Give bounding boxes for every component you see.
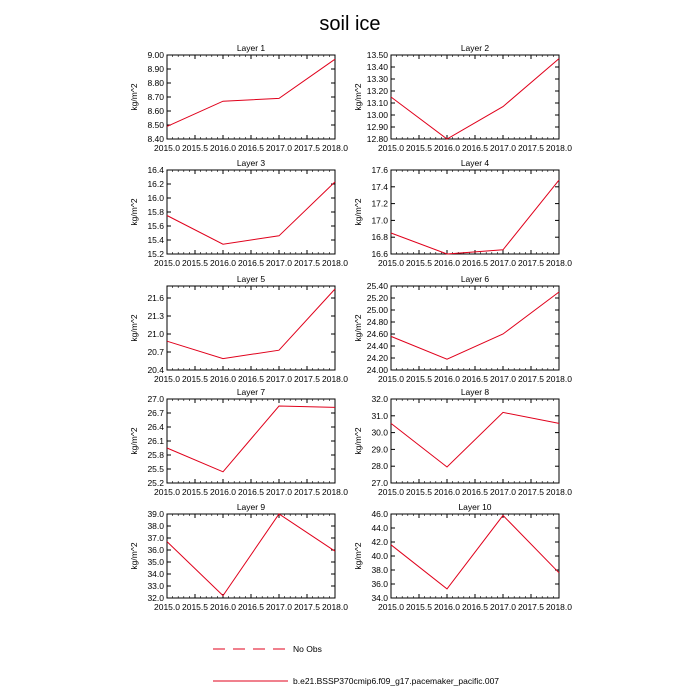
series-line-layer-1 xyxy=(167,59,335,126)
panel-title-layer-9: Layer 9 xyxy=(236,502,266,512)
x-tick-label-layer-3: 2015.0 xyxy=(154,258,180,268)
plot-frame-layer-10 xyxy=(391,514,559,598)
y-tick-label-layer-7: 25.2 xyxy=(147,478,164,488)
plot-frame-layer-6 xyxy=(391,286,559,370)
y-tick-label-layer-6: 25.40 xyxy=(366,281,388,291)
x-tick-label-layer-10: 2017.0 xyxy=(490,602,516,612)
y-tick-label-layer-10: 46.0 xyxy=(371,509,388,519)
x-tick-label-layer-6: 2015.5 xyxy=(406,374,432,384)
y-tick-label-layer-4: 16.6 xyxy=(371,249,388,259)
x-tick-label-layer-9: 2018.0 xyxy=(322,602,348,612)
y-axis-label-layer-6: kg/m^2 xyxy=(353,314,363,342)
series-line-layer-4 xyxy=(391,180,559,254)
y-tick-label-layer-4: 17.2 xyxy=(371,198,388,209)
y-tick-label-layer-2: 13.50 xyxy=(366,50,388,60)
y-tick-label-layer-2: 13.40 xyxy=(366,62,388,72)
y-tick-label-layer-1: 9.00 xyxy=(147,50,164,60)
x-tick-label-layer-10: 2018.0 xyxy=(546,602,572,612)
x-tick-label-layer-7: 2015.5 xyxy=(182,487,208,497)
x-tick-label-layer-5: 2018.0 xyxy=(322,374,348,384)
y-tick-label-layer-8: 28.0 xyxy=(371,461,388,472)
x-tick-label-layer-1: 2016.0 xyxy=(210,143,236,153)
x-tick-label-layer-9: 2017.5 xyxy=(294,602,320,612)
x-tick-label-layer-4: 2015.0 xyxy=(378,258,404,268)
y-tick-label-layer-8: 31.0 xyxy=(371,410,388,421)
x-tick-label-layer-10: 2016.5 xyxy=(462,602,488,612)
y-tick-label-layer-2: 13.30 xyxy=(366,74,388,84)
y-tick-label-layer-6: 25.00 xyxy=(366,305,388,315)
x-tick-label-layer-5: 2015.5 xyxy=(182,374,208,384)
x-tick-label-layer-6: 2016.5 xyxy=(462,374,488,384)
panel-layer-4 xyxy=(353,158,572,268)
x-tick-label-layer-8: 2017.5 xyxy=(518,487,544,497)
panels xyxy=(129,43,572,612)
x-tick-label-layer-1: 2018.0 xyxy=(322,143,348,153)
y-axis-label-layer-8: kg/m^2 xyxy=(353,427,363,455)
y-tick-label-layer-10: 40.0 xyxy=(371,551,388,561)
y-axis-label-layer-10: kg/m^2 xyxy=(353,542,363,570)
x-tick-label-layer-2: 2017.0 xyxy=(490,143,516,153)
panel-layer-5 xyxy=(129,274,348,384)
x-tick-label-layer-1: 2017.0 xyxy=(266,143,292,153)
panel-layer-10 xyxy=(353,502,572,612)
panel-layer-2 xyxy=(353,43,572,153)
legend-label-model-run: b.e21.BSSP370cmip6.f09_g17.pacemaker_pacific.007 xyxy=(293,676,500,686)
y-tick-label-layer-9: 32.0 xyxy=(147,593,164,603)
panel-layer-3 xyxy=(129,158,348,268)
y-tick-label-layer-6: 24.40 xyxy=(366,341,388,351)
x-tick-label-layer-8: 2016.5 xyxy=(462,487,488,497)
y-tick-label-layer-2: 12.90 xyxy=(366,122,388,132)
plot-frame-layer-7 xyxy=(167,399,335,483)
x-tick-label-layer-1: 2015.0 xyxy=(154,143,180,153)
y-tick-label-layer-9: 37.0 xyxy=(147,533,164,543)
x-tick-label-layer-3: 2018.0 xyxy=(322,258,348,268)
x-tick-label-layer-2: 2015.0 xyxy=(378,143,404,153)
series-line-layer-9 xyxy=(167,514,335,596)
x-tick-label-layer-9: 2016.0 xyxy=(210,602,236,612)
y-axis-label-layer-7: kg/m^2 xyxy=(129,427,139,455)
plot-frame-layer-3 xyxy=(167,170,335,254)
x-tick-label-layer-4: 2016.5 xyxy=(462,258,488,268)
y-tick-label-layer-10: 44.0 xyxy=(371,523,388,533)
y-tick-label-layer-8: 27.0 xyxy=(371,478,388,488)
panel-title-layer-10: Layer 10 xyxy=(458,502,492,512)
y-tick-label-layer-2: 13.10 xyxy=(366,98,388,108)
y-tick-label-layer-5: 20.4 xyxy=(147,365,164,375)
y-tick-label-layer-7: 26.1 xyxy=(147,436,164,446)
panel-title-layer-4: Layer 4 xyxy=(460,158,490,168)
y-tick-label-layer-7: 27.0 xyxy=(147,394,164,404)
y-tick-label-layer-10: 36.0 xyxy=(371,579,388,589)
panel-layer-9 xyxy=(129,502,348,612)
y-axis-label-layer-4: kg/m^2 xyxy=(353,198,363,226)
panel-layer-1 xyxy=(129,43,348,153)
y-tick-label-layer-3: 16.2 xyxy=(147,179,164,189)
x-tick-label-layer-8: 2016.0 xyxy=(434,487,460,497)
plot-frame-layer-5 xyxy=(167,286,335,370)
plot-frame-layer-8 xyxy=(391,399,559,483)
y-tick-label-layer-6: 24.80 xyxy=(366,317,388,327)
x-tick-label-layer-7: 2017.5 xyxy=(294,487,320,497)
x-tick-label-layer-7: 2017.0 xyxy=(266,487,292,497)
y-tick-label-layer-1: 8.90 xyxy=(147,64,164,74)
series-line-layer-2 xyxy=(391,59,559,139)
series-line-layer-8 xyxy=(391,412,559,467)
y-tick-label-layer-4: 17.0 xyxy=(371,215,388,226)
x-tick-label-layer-1: 2016.5 xyxy=(238,143,264,153)
y-tick-label-layer-10: 34.0 xyxy=(371,593,388,603)
x-tick-label-layer-10: 2015.0 xyxy=(378,602,404,612)
y-tick-label-layer-7: 25.5 xyxy=(147,464,164,474)
x-tick-label-layer-9: 2017.0 xyxy=(266,602,292,612)
y-tick-label-layer-5: 21.3 xyxy=(147,311,164,321)
x-tick-label-layer-1: 2015.5 xyxy=(182,143,208,153)
y-tick-label-layer-6: 25.20 xyxy=(366,293,388,303)
panel-title-layer-1: Layer 1 xyxy=(236,43,266,53)
y-tick-label-layer-1: 8.40 xyxy=(147,134,164,144)
y-tick-label-layer-8: 32.0 xyxy=(371,394,388,404)
panel-title-layer-2: Layer 2 xyxy=(460,43,490,53)
y-tick-label-layer-5: 20.7 xyxy=(147,347,164,357)
y-tick-label-layer-3: 16.0 xyxy=(147,193,164,203)
y-tick-label-layer-9: 34.0 xyxy=(147,569,164,579)
x-tick-label-layer-5: 2015.0 xyxy=(154,374,180,384)
series-line-layer-7 xyxy=(167,406,335,472)
x-tick-label-layer-1: 2017.5 xyxy=(294,143,320,153)
y-tick-label-layer-10: 38.0 xyxy=(371,565,388,575)
y-tick-label-layer-1: 8.60 xyxy=(147,106,164,116)
x-tick-label-layer-6: 2017.0 xyxy=(490,374,516,384)
y-tick-label-layer-3: 15.8 xyxy=(147,207,164,217)
x-tick-label-layer-3: 2016.5 xyxy=(238,258,264,268)
x-tick-label-layer-8: 2015.0 xyxy=(378,487,404,497)
x-tick-label-layer-6: 2018.0 xyxy=(546,374,572,384)
panel-title-layer-3: Layer 3 xyxy=(236,158,266,168)
x-tick-label-layer-9: 2015.0 xyxy=(154,602,180,612)
x-tick-label-layer-7: 2018.0 xyxy=(322,487,348,497)
x-tick-label-layer-9: 2016.5 xyxy=(238,602,264,612)
y-tick-label-layer-3: 15.6 xyxy=(147,221,164,231)
x-tick-label-layer-5: 2017.0 xyxy=(266,374,292,384)
x-tick-label-layer-9: 2015.5 xyxy=(182,602,208,612)
x-tick-label-layer-7: 2016.5 xyxy=(238,487,264,497)
y-tick-label-layer-7: 26.7 xyxy=(147,408,164,418)
panel-title-layer-6: Layer 6 xyxy=(460,274,490,284)
y-tick-label-layer-7: 25.8 xyxy=(147,450,164,460)
y-tick-label-layer-4: 16.8 xyxy=(371,232,388,243)
y-tick-label-layer-6: 24.00 xyxy=(366,365,388,375)
panel-title-layer-5: Layer 5 xyxy=(236,274,266,284)
plot-frame-layer-1 xyxy=(167,55,335,139)
x-tick-label-layer-6: 2017.5 xyxy=(518,374,544,384)
y-tick-label-layer-7: 26.4 xyxy=(147,422,164,432)
x-tick-label-layer-2: 2018.0 xyxy=(546,143,572,153)
x-tick-label-layer-10: 2015.5 xyxy=(406,602,432,612)
series-line-layer-6 xyxy=(391,292,559,359)
y-tick-label-layer-5: 21.6 xyxy=(147,293,164,303)
y-tick-label-layer-9: 36.0 xyxy=(147,545,164,555)
y-tick-label-layer-6: 24.20 xyxy=(366,353,388,363)
y-tick-label-layer-2: 12.80 xyxy=(366,134,388,144)
x-tick-label-layer-10: 2017.5 xyxy=(518,602,544,612)
x-tick-label-layer-2: 2015.5 xyxy=(406,143,432,153)
y-tick-label-layer-3: 15.4 xyxy=(147,235,164,245)
x-tick-label-layer-3: 2016.0 xyxy=(210,258,236,268)
y-axis-label-layer-9: kg/m^2 xyxy=(129,542,139,570)
plot-frame-layer-2 xyxy=(391,55,559,139)
y-tick-label-layer-6: 24.60 xyxy=(366,329,388,339)
y-tick-label-layer-8: 29.0 xyxy=(371,444,388,455)
y-tick-label-layer-4: 17.4 xyxy=(371,181,388,192)
series-line-layer-5 xyxy=(167,289,335,359)
x-tick-label-layer-4: 2018.0 xyxy=(546,258,572,268)
panel-title-layer-7: Layer 7 xyxy=(236,387,266,397)
series-line-layer-3 xyxy=(167,182,335,244)
legend-label-no-obs: No Obs xyxy=(293,644,322,654)
x-tick-label-layer-10: 2016.0 xyxy=(434,602,460,612)
x-tick-label-layer-2: 2017.5 xyxy=(518,143,544,153)
y-axis-label-layer-3: kg/m^2 xyxy=(129,198,139,226)
x-tick-label-layer-7: 2015.0 xyxy=(154,487,180,497)
y-tick-label-layer-1: 8.70 xyxy=(147,92,164,102)
panel-layer-8 xyxy=(353,387,572,497)
x-tick-label-layer-8: 2018.0 xyxy=(546,487,572,497)
x-tick-label-layer-8: 2015.5 xyxy=(406,487,432,497)
series-line-layer-10 xyxy=(391,515,559,589)
x-tick-label-layer-6: 2015.0 xyxy=(378,374,404,384)
x-tick-label-layer-8: 2017.0 xyxy=(490,487,516,497)
y-tick-label-layer-9: 39.0 xyxy=(147,509,164,519)
x-tick-label-layer-3: 2015.5 xyxy=(182,258,208,268)
x-tick-label-layer-6: 2016.0 xyxy=(434,374,460,384)
y-tick-label-layer-9: 33.0 xyxy=(147,581,164,591)
y-tick-label-layer-1: 8.50 xyxy=(147,120,164,130)
x-tick-label-layer-4: 2017.5 xyxy=(518,258,544,268)
panel-title-layer-8: Layer 8 xyxy=(460,387,490,397)
panel-layer-7 xyxy=(129,387,348,497)
x-tick-label-layer-4: 2017.0 xyxy=(490,258,516,268)
x-tick-label-layer-5: 2016.5 xyxy=(238,374,264,384)
x-tick-label-layer-4: 2016.0 xyxy=(434,258,460,268)
legend xyxy=(213,644,499,686)
y-axis-label-layer-1: kg/m^2 xyxy=(129,83,139,111)
x-tick-label-layer-5: 2016.0 xyxy=(210,374,236,384)
figure-title: soil ice xyxy=(319,13,381,35)
y-tick-label-layer-5: 21.0 xyxy=(147,329,164,339)
y-tick-label-layer-2: 13.00 xyxy=(366,110,388,120)
x-tick-label-layer-7: 2016.0 xyxy=(210,487,236,497)
y-tick-label-layer-9: 35.0 xyxy=(147,557,164,567)
x-tick-label-layer-4: 2015.5 xyxy=(406,258,432,268)
x-tick-label-layer-2: 2016.0 xyxy=(434,143,460,153)
y-tick-label-layer-4: 17.6 xyxy=(371,165,388,175)
panel-layer-6 xyxy=(353,274,572,384)
y-tick-label-layer-3: 15.2 xyxy=(147,249,164,259)
y-tick-label-layer-2: 13.20 xyxy=(366,86,388,96)
x-tick-label-layer-2: 2016.5 xyxy=(462,143,488,153)
x-tick-label-layer-3: 2017.5 xyxy=(294,258,320,268)
y-axis-label-layer-5: kg/m^2 xyxy=(129,314,139,342)
y-tick-label-layer-9: 38.0 xyxy=(147,521,164,531)
y-tick-label-layer-10: 42.0 xyxy=(371,537,388,547)
y-axis-label-layer-2: kg/m^2 xyxy=(353,83,363,111)
x-tick-label-layer-3: 2017.0 xyxy=(266,258,292,268)
plot-frame-layer-9 xyxy=(167,514,335,598)
y-tick-label-layer-8: 30.0 xyxy=(371,427,388,438)
y-tick-label-layer-3: 16.4 xyxy=(147,165,164,175)
y-tick-label-layer-1: 8.80 xyxy=(147,78,164,88)
x-tick-label-layer-5: 2017.5 xyxy=(294,374,320,384)
